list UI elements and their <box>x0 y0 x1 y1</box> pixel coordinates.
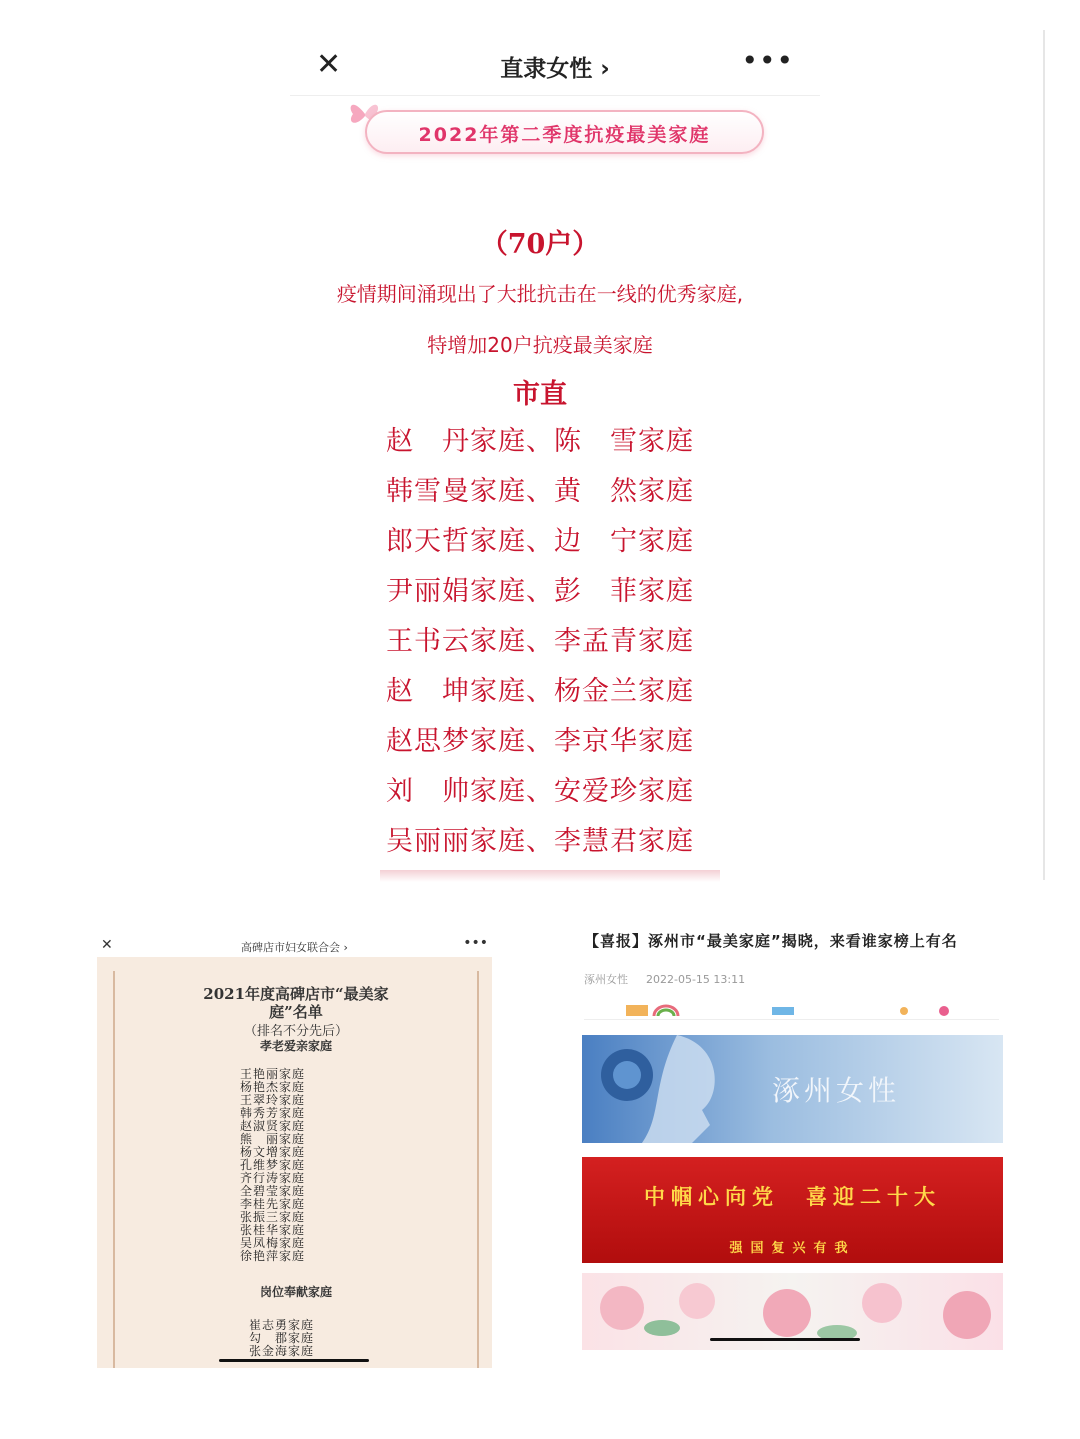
list-item: 孔维梦家庭 <box>240 1158 306 1172</box>
family-row: 赵思梦家庭、李京华家庭 <box>386 726 694 757</box>
section-title: 市直 <box>513 379 567 410</box>
list-item: 赵淑贤家庭 <box>240 1119 306 1133</box>
list-item: 全碧莹家庭 <box>240 1184 306 1198</box>
intro-line-1: 疫情期间涌现出了大批抗击在一线的优秀家庭, <box>336 282 744 306</box>
list-item: 熊 丽家庭 <box>240 1132 306 1146</box>
article-source[interactable]: 涿州女性 <box>584 973 628 986</box>
list-item: 李桂先家庭 <box>240 1197 306 1211</box>
left-account-name[interactable]: 高碑店市妇女联合会 › <box>241 941 348 954</box>
doc-note: （排名不分先后） <box>243 1024 348 1039</box>
category-title: 岗位奉献家庭 <box>259 1285 332 1299</box>
category-title: 孝老爱亲家庭 <box>259 1039 332 1053</box>
more-options-icon[interactable]: ••• <box>741 44 794 77</box>
list-item: 齐行涛家庭 <box>240 1171 306 1185</box>
household-count: （70户） <box>480 229 600 260</box>
list-item: 张金海家庭 <box>249 1344 315 1358</box>
brand-banner-image <box>582 1035 1003 1143</box>
family-list <box>0 420 1080 870</box>
brand-text: 涿州女性 <box>772 1074 901 1107</box>
list-item: 张桂华家庭 <box>240 1223 306 1237</box>
list-item: 杨文增家庭 <box>240 1145 306 1159</box>
close-icon[interactable]: ✕ <box>316 47 342 82</box>
list-item: 王翠玲家庭 <box>240 1093 306 1107</box>
home-indicator <box>219 1359 369 1362</box>
family-row: 赵 丹家庭、陈 雪家庭 <box>386 426 694 457</box>
family-row: 赵 坤家庭、杨金兰家庭 <box>386 676 694 707</box>
article-title[interactable]: 【喜报】涿州市“最美家庭”揭晓，来看谁家榜上有名 <box>584 932 958 950</box>
doc-title-line-1: 2021年度高碑店市“最美家 <box>203 985 389 1003</box>
article-nav-bar <box>290 30 820 96</box>
decorative-strip <box>584 1001 999 1020</box>
family-row: 王书云家庭、李孟青家庭 <box>386 626 694 657</box>
left-screenshot <box>97 935 492 1368</box>
list-item: 勾 郡家庭 <box>249 1331 315 1345</box>
family-row: 郎天哲家庭、边 宁家庭 <box>386 526 694 557</box>
family-row: 刘 帅家庭、安爱珍家庭 <box>386 776 694 807</box>
banner-title: 2022年第二季度抗疫最美家庭 <box>418 124 711 146</box>
list-item: 吴凤梅家庭 <box>240 1236 306 1250</box>
account-name-link[interactable]: 直隶女性 › <box>500 56 610 82</box>
slogan-subtext: 强国复兴有我 <box>729 1241 856 1256</box>
list-item: 王艳丽家庭 <box>240 1067 306 1081</box>
family-row: 尹丽娟家庭、彭 菲家庭 <box>386 576 694 607</box>
award-document <box>113 971 479 1368</box>
cut-off-text-fade <box>380 870 720 882</box>
list-item: 韩秀芳家庭 <box>240 1106 306 1120</box>
list-item: 崔志勇家庭 <box>249 1318 315 1332</box>
list-item: 杨艳杰家庭 <box>240 1080 306 1094</box>
family-row: 吴丽丽家庭、李慧君家庭 <box>386 826 694 857</box>
family-row: 韩雪曼家庭、黄 然家庭 <box>386 476 694 507</box>
more-options-icon[interactable]: ••• <box>463 935 488 951</box>
list-item: 张振三家庭 <box>240 1210 306 1224</box>
right-screenshot <box>580 925 1005 1350</box>
slogan-text: 中帼心向党 喜迎二十大 <box>644 1184 941 1209</box>
woman-silhouette-icon <box>582 1035 742 1143</box>
section-banner <box>365 110 764 154</box>
list-item: 徐艳萍家庭 <box>240 1249 306 1263</box>
article-meta <box>584 971 745 987</box>
close-icon[interactable]: ✕ <box>101 937 113 953</box>
left-nav-bar <box>97 935 492 957</box>
intro-line-2: 特增加20户抗疫最美家庭 <box>427 333 653 357</box>
slogan-banner-image <box>582 1157 1003 1263</box>
home-indicator <box>710 1338 860 1341</box>
article-date: 2022-05-15 13:11 <box>646 973 746 986</box>
doc-title-line-2: 庭”名单 <box>269 1003 323 1021</box>
